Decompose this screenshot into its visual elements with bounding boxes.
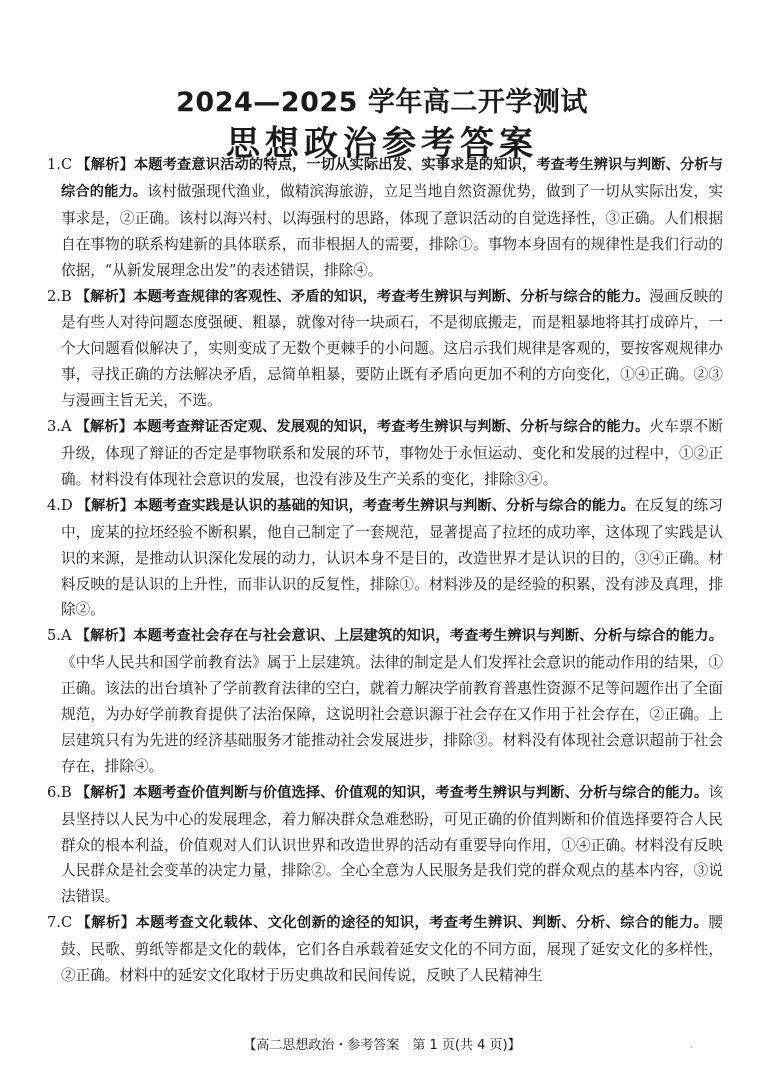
answer-item-1 (47, 152, 723, 284)
item-answer: C (61, 156, 73, 173)
item-number: 7. (47, 914, 61, 932)
analysis-lead: 本题考查实践是认识的基础的知识，考查考生辨识与判断、分析与综合的能力。 (134, 497, 635, 514)
item-answer: A (61, 418, 72, 436)
analysis-body: 该村做强现代渔业，做精滨海旅游，立足当地自然资源优势，做到了一切从实际出发，实事求是，②正确。该村以海兴村、以海强村的思路，体现了意识活动的自觉选择性，③正确。人们根据自在事物的联系构建新的具体联系，而非根据人的需要，排除①。事物本身固有的规律性是我们行动的依据，“从新发展理念出发”的表述错误，排除④。 (61, 182, 723, 279)
item-number: 6. (47, 783, 61, 801)
analysis-body: 该县坚持以人民为中心的发展理念，着力解决群众急难愁盼，可见正确的价值判断和价值选择要符合人民群众的根本利益，价值观对人们认识世界和改造世界的活动有重要导向作用，①④正确。材料没有反映人民群众是社会变革的决定力量，排除②。全心全意为人民服务是我们党的群众观点的基本内容，③说法错误。 (61, 783, 723, 906)
answer-item-5 (47, 623, 723, 779)
analysis-lead: 本题考查意识活动的特点，一切从实际出发、实事求是的知识，考查考生辨识与判断、分析与综合的能力。 (61, 157, 723, 200)
answer-item-3 (47, 414, 723, 493)
analysis-tag: 【解析】 (76, 497, 135, 514)
answer-item-6 (47, 780, 723, 911)
analysis-body: 漫画反映的是有些人对待问题态度强硬、粗暴，就像对待一块顽石，不是彻底搬走，而是粗暴地将其打成碎片，一个大问题看似解决了，实则变成了无数个更棘手的小问题。这启示我们规律是客观的，要按客观规律办事，寻找正确的方法解决矛盾，忌简单粗暴，要防止既有矛盾向更加不利的方向变化，①④正确。②③与漫画主旨无关，不选。 (61, 287, 723, 410)
item-answer: D (61, 496, 73, 514)
analysis-lead: 本题考查文化载体、文化创新的途径的知识，考查考生辨识、判断、分析、综合的能力。 (135, 915, 709, 932)
analysis-lead: 本题考查社会存在与社会意识、上层建筑的知识，考查考生辨识与判断、分析与综合的能力。 (133, 628, 723, 645)
analysis-lead: 本题考查规律的客观性、矛盾的知识，考查考生辨识与判断、分析与综合的能力。 (133, 288, 650, 305)
analysis-lead: 本题考查辩证否定观、发展观的知识，考查考生辨识与判断、分析与综合的能力。 (133, 419, 650, 436)
analysis-tag: 【解析】 (76, 157, 134, 173)
analysis-tag: 【解析】 (75, 628, 134, 645)
item-number: 5. (47, 627, 61, 645)
answer-list (47, 152, 723, 989)
exam-title: 2024—2025 学年高二开学测试 (176, 87, 588, 118)
analysis-tag: 【解析】 (75, 784, 134, 801)
analysis-tag: 【解析】 (76, 915, 136, 932)
item-answer: C (61, 914, 73, 932)
analysis-body: 火车票不断升级，体现了辩证的否定是事物联系和发展的环节，事物处于永恒运动、变化和发展的过程中，①②正确。材料没有体现社会意识的发展，也没有涉及生产关系的变化，排除③④。 (61, 418, 723, 488)
analysis-tag: 【解析】 (75, 419, 134, 436)
item-number: 1. (47, 156, 61, 173)
analysis-tag: 【解析】 (75, 288, 134, 305)
item-number: 2. (47, 287, 61, 305)
item-answer: B (61, 783, 72, 801)
item-answer: B (61, 287, 72, 305)
analysis-lead: 本题考查价值判断与价值选择、价值观的知识，考查考生辨识与判断、分析与综合的能力。 (133, 784, 709, 801)
answer-item-7 (47, 910, 723, 989)
analysis-body: 《中华人民共和国学前教育法》属于上层建筑。法律的制定是人们发挥社会意识的能动作用的结果，①正确。该法的出台填补了学前教育法律的空白，就着力解决学前教育普惠性资源不足等问题作出了全面规范，为办好学前教育提供了法治保障，这说明社会意识源于社会存在又作用于社会存在，②正确。上层建筑只有为先进的经济基础服务才能推动社会发展进步，排除③。材料没有体现社会意识超前于社会存在，排除④。 (61, 654, 723, 775)
answer-item-2 (47, 284, 723, 415)
analysis-body: 在反复的练习中，庞某的拉坯经验不断积累，他自己制定了一套规范，显著提高了拉坯的成功率，这体现了实践是认识的来源，是推动认识深化发展的动力，认识本身不是目的，改造世界才是认识的目的，③④正确。材料反映的是认识的上升性，而非认识的反复性，排除①。材料涉及的是经验的积累，没有涉及真理，排除②。 (61, 496, 723, 619)
item-answer: A (61, 627, 72, 645)
item-number: 3. (47, 418, 61, 436)
answer-key-title: 思想政治参考答案 (226, 124, 538, 164)
analysis-body: 腰鼓、民歌、剪纸等都是文化的载体，它们各自承载着延安文化的不同方面，展现了延安文化的多样性，②正确。材料中的延安文化取材于历史典故和民间传说，反映了人民精神生 (61, 914, 723, 985)
item-number: 4. (47, 496, 61, 514)
answer-item-4 (47, 493, 723, 624)
corner-mark: . (690, 1040, 694, 1051)
page-footer: 【高二思想政治・参考答案 第 1 页(共 4 页)】 (243, 1038, 521, 1053)
